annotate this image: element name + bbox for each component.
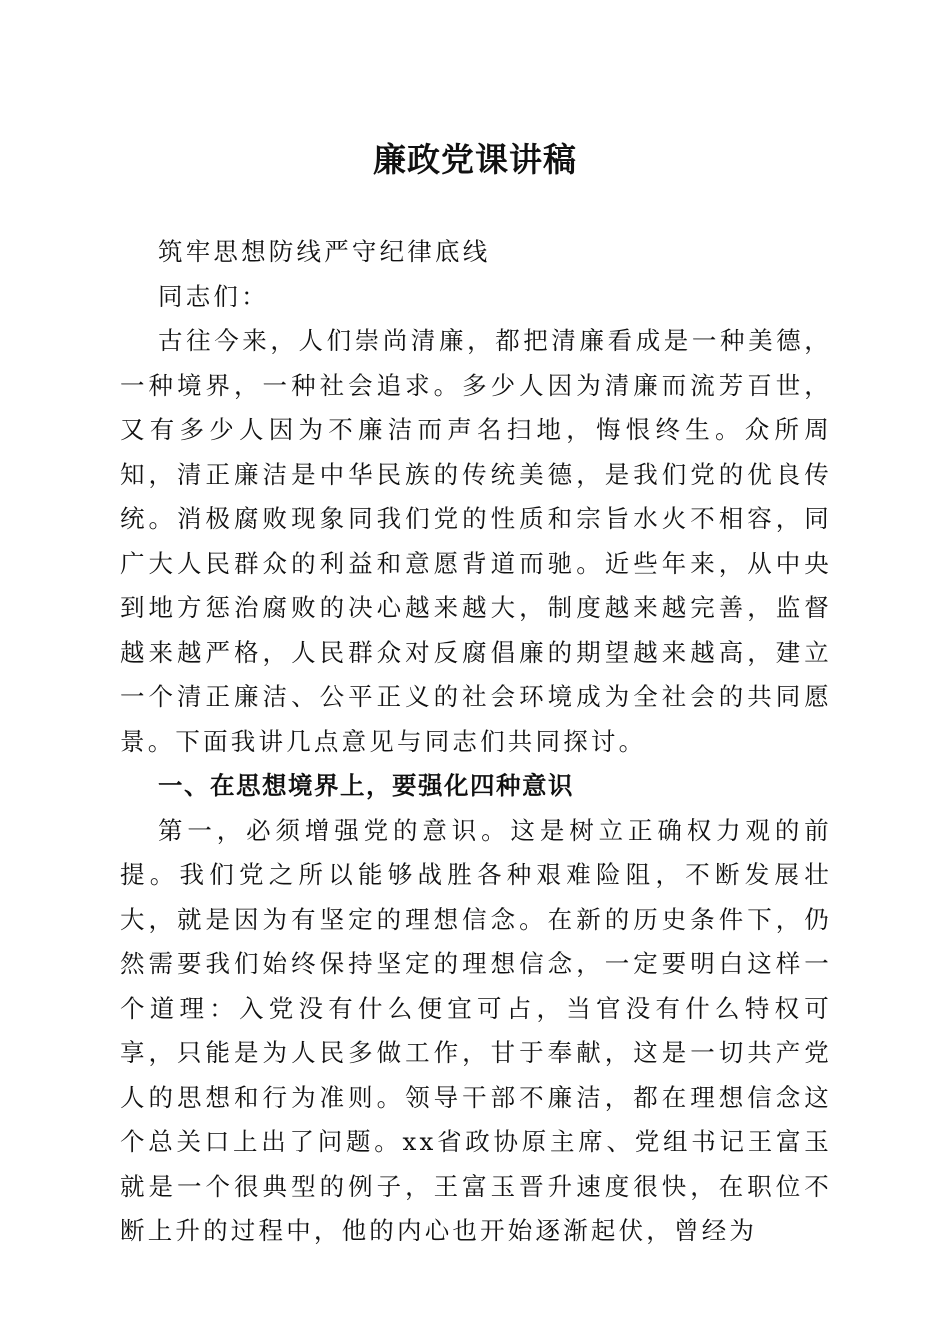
section-heading: 一、在思想境界上，要强化四种意识 xyxy=(158,771,574,800)
subtitle-line: 筑牢思想防线严守纪律底线 xyxy=(158,237,491,266)
document-body xyxy=(120,230,832,1254)
salutation-line: 同志们： xyxy=(158,281,269,311)
point-paragraph xyxy=(120,809,832,1254)
point-body: 这是树立正确权力观的前提。我们党之所以能够战胜各种艰难险阻，不断发展壮大，就是因为有坚定的理想信念。在新的历史条件下，仍然需要我们始终保持坚定的理想信念，一定要明白这样一个道理：入党没有什么便宜可占，当官没有什么特权可享，只能是为人民多做工作，甘于奉献，这是一切共产党人的思想和行为准则。领导干部不廉洁，都在理想信念这个总关口上出了问题。xx省政协原主席、党组书记王富玉就是一个很典型的例子，王富玉晋升速度很快，在职位不断上升的过程中，他的内心也开始逐渐起伏，曾经为 xyxy=(120,815,832,1245)
intro-paragraph: 古往今来，人们崇尚清廉，都把清廉看成是一种美德，一种境界，一种社会追求。多少人因为清廉而流芳百世，又有多少人因为不廉洁而声名扫地，悔恨终生。众所周知，清正廉洁是中华民族的传统美德，是我们党的优良传统。消极腐败现象同我们党的性质和宗旨水火不相容，同广大人民群众的利益和意愿背道而驰。近些年来，从中央到地方惩治腐败的决心越来越大，制度越来越完善，监督越来越严格，人民群众对反腐倡廉的期望越来越高，建立一个清正廉洁、公平正义的社会环境成为全社会的共同愿景。下面我讲几点意见与同志们共同探讨。 xyxy=(120,326,832,756)
document-title: 廉政党课讲稿 xyxy=(373,140,577,179)
point-lead: 第一，必须增强党的意识。 xyxy=(158,815,511,845)
